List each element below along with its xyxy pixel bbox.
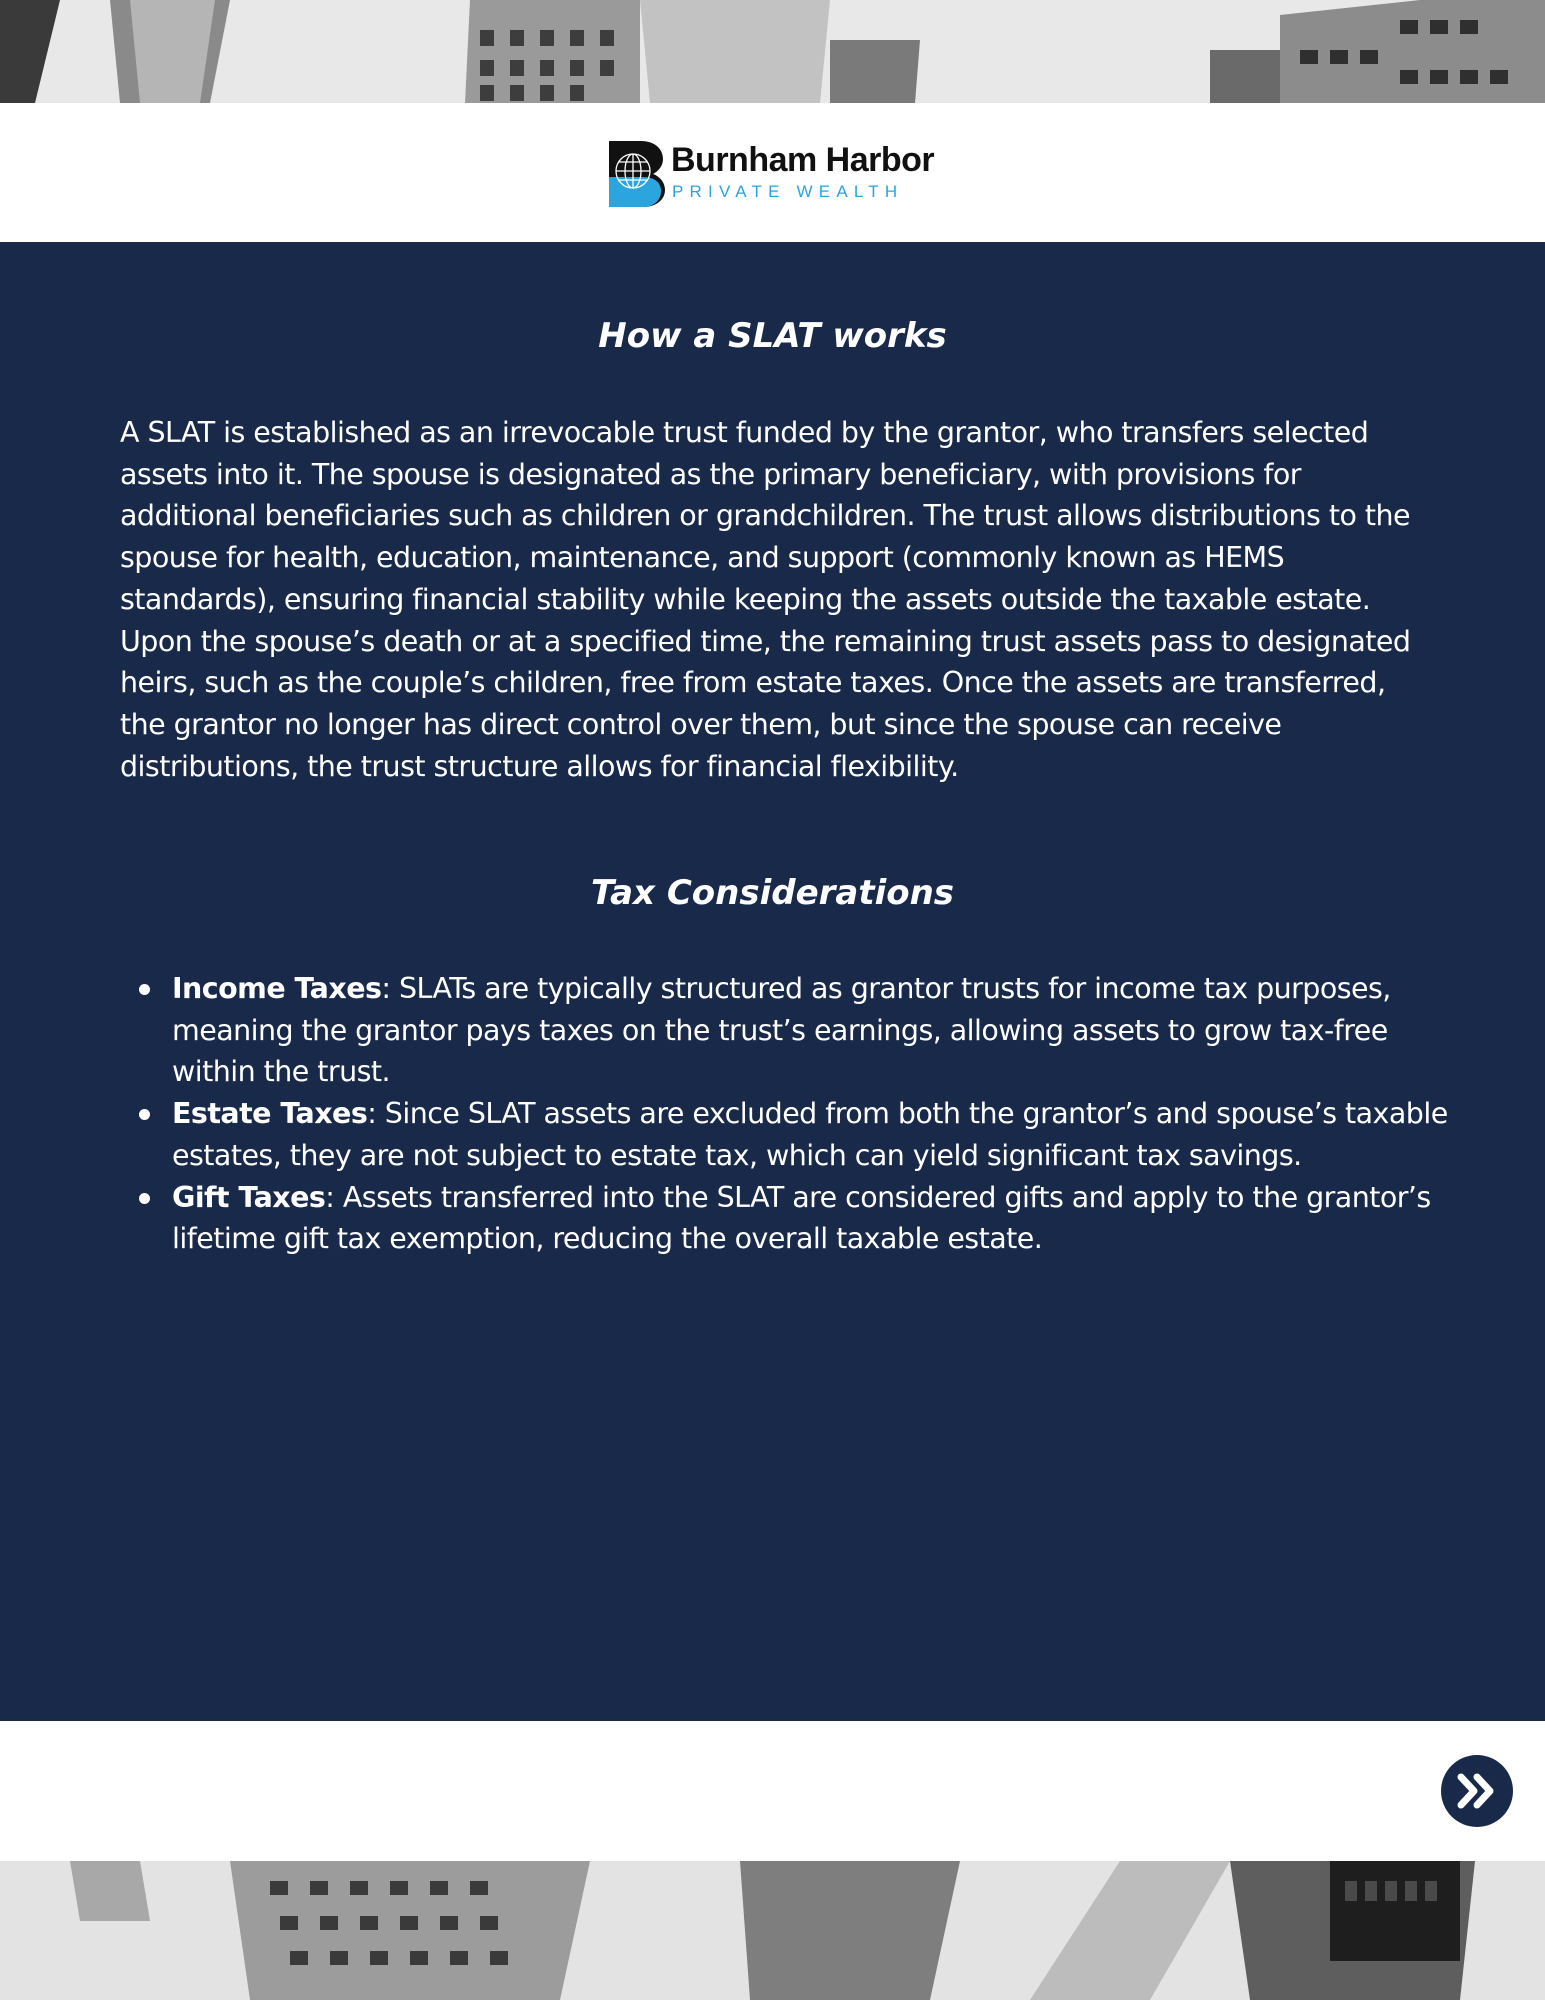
slat-description-paragraph: A SLAT is established as an irrevocable trust funded by the grantor, who transfers selected assets into it. The spouse is designated as the primary beneficiary, with provisions for additional beneficiaries such as children or grandchildren. The trust allows distributions to the spouse for health, education, maintenance, and support (commonly known as HEMS standards), ensuring financial stability while keeping the assets outside the taxable estate. Upon the spouse’s death or at a specified time, the remaining trust assets pass to designated heirs, such as the couple’s children, free from estate taxes. Once the assets are transferred, the grantor no longer has direct control over them, but since the spouse can receive distributions, the trust structure allows for financial flexibility.: [120, 416, 1411, 783]
footer-skyline-photo: [0, 1861, 1545, 2000]
term-gift-taxes: Gift Taxes: [172, 1180, 326, 1214]
bullet-icon: [139, 1109, 150, 1120]
list-item-estate-taxes: [120, 1093, 1450, 1176]
description-gift-taxes: : Assets transferred into the SLAT are considered gifts and apply to the grantor’s lifetime gift tax exemption, reducing the overall taxable estate.: [172, 1180, 1431, 1256]
term-estate-taxes: Estate Taxes: [172, 1097, 368, 1131]
globe-b-logo-icon: [609, 141, 665, 207]
logo-header: [0, 103, 1545, 242]
footer: [0, 1721, 1545, 1861]
next-page-button[interactable]: [1441, 1755, 1513, 1827]
description-estate-taxes: : Since SLAT assets are excluded from both the grantor’s and spouse’s taxable estates, they are not subject to estate tax, which can yield significant tax savings.: [172, 1097, 1448, 1172]
list-item-income-taxes: [120, 968, 1450, 1093]
bullet-icon: [139, 984, 150, 995]
description-income-taxes: : SLATs are typically structured as grantor trusts for income tax purposes, meaning the grantor pays taxes on the trust’s earnings, allowing assets to grow tax-free within the trust.: [172, 972, 1391, 1089]
section-title-how-slat-works: How a SLAT works: [598, 316, 947, 356]
content-panel: [0, 242, 1545, 1721]
brand-logo: [609, 141, 939, 209]
bullet-icon: [139, 1193, 150, 1204]
brand-name: Burnham Harbor: [671, 141, 935, 179]
brand-tagline: PRIVATE WEALTH: [672, 182, 904, 201]
term-income-taxes: Income Taxes: [172, 972, 382, 1005]
double-chevron-right-icon: [1441, 1755, 1513, 1827]
section-title-tax-considerations: Tax Considerations: [590, 873, 955, 913]
header-skyline-photo: [0, 0, 1545, 103]
list-item-gift-taxes: [120, 1177, 1450, 1260]
tax-considerations-list: [120, 968, 1450, 1260]
